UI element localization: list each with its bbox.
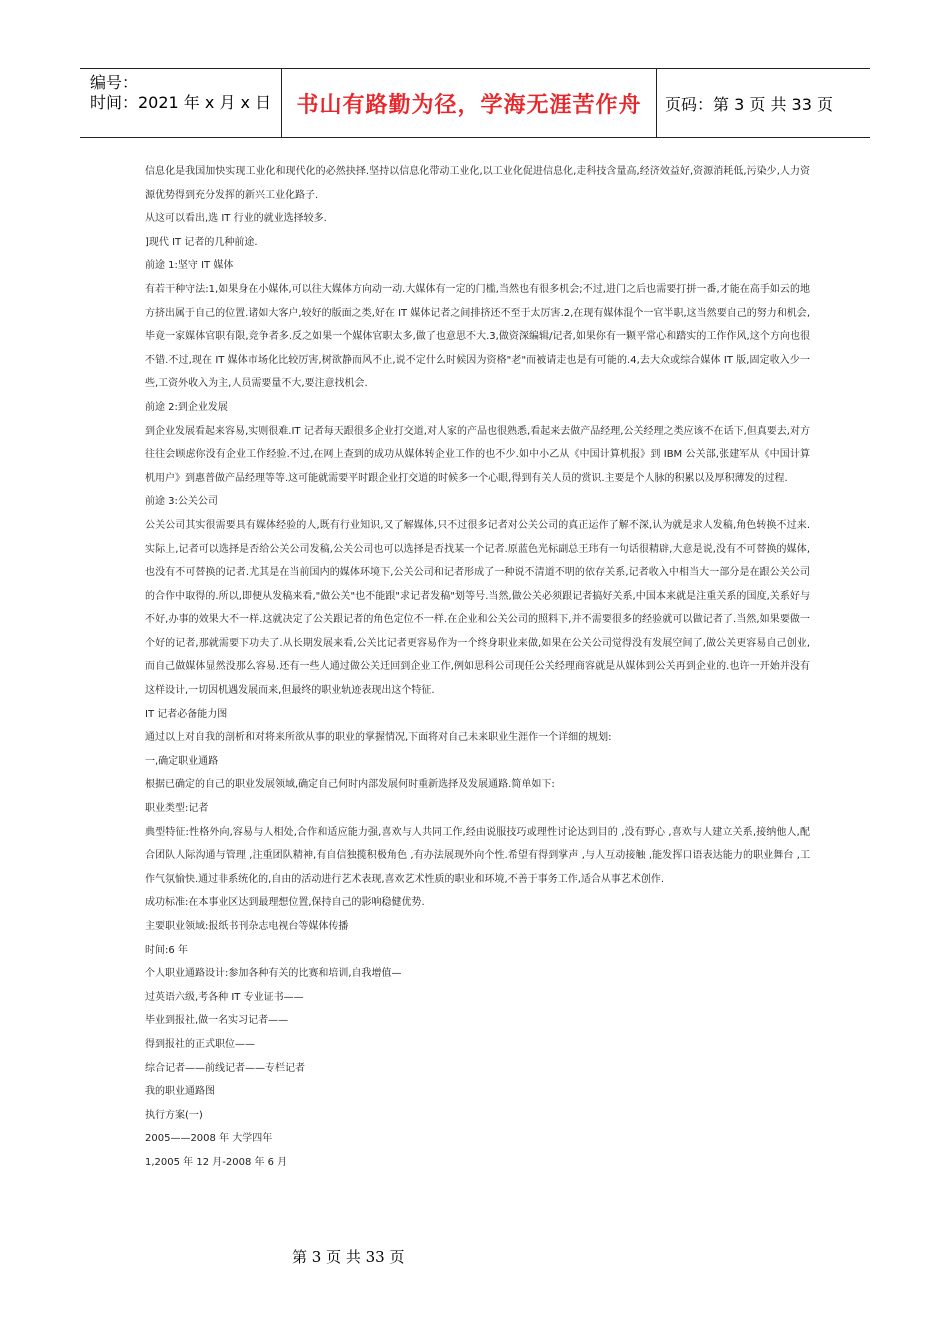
body-paragraph: 信息化是我国加快实现工业化和现代化的必然抉择.坚持以信息化带动工业化,以工业化促进信息化,走科技含量高,经济效益好,资源消耗低,污染少,人力资源优势得到充分发挥的新兴工业化路子. — [145, 166, 811, 201]
page-footer: 第 3 页 共 33 页 — [292, 1248, 405, 1266]
body-paragraph: 公关公司其实很需要具有媒体经验的人,既有行业知识,又了解媒体,只不过很多记者对公关公司的真正运作了解不深,认为就是求人发稿,角色转换不过来.实际上,记者可以选择是否给公关公司发稿,公关公司也可以选择是否找某一个记者.原蓝色光标副总王玮有一句话很精辟,大意是说,没有不可替换的媒体,也没有不可替换的记者.尤其是在当前国内的媒体环境下,公关公司和记者形成了一种说不清道不明的依存关系,记者收入中相当大一部分是在跟公关公司的合作中取得的.所以,即便从发稿来看,"做公关"也不能跟"求记者发稿"划等号.当然,做公关必须跟记者搞好关系,中国本来就是注重关系的国度,关系好与不好,办事的效果大不一样.这就决定了公关跟记者的角色定位不一样.在企业和公关公司的照料下,并不需要很多的经验就可以做记者了.当然,如果要做一个好的记者,那就需要下功夫了.从长期发展来看,公关比记者更容易作为一个终身职业来做,如果在公关公司觉得没有发展空间了,做公关更容易自己创业,而自己做媒体显然没那么容易.还有一些人通过做公关迁回到企业工作,例如思科公司现任公关经理商容就是从媒体到公关再到企业的.也许一开始并没有这样设计,一切因机遇发展而来,但最终的职业轨迹表现出这个特征. — [145, 519, 810, 697]
body-paragraph: 有若干种守法:1,如果身在小媒体,可以往大媒体方向动一动.大媒体有一定的门槛,当然也有很多机会;不过,进门之后也需要打拼一番,才能在高手如云的地方挤出属于自己的位置.诸如大客户,较好的版面之类,好在 IT 媒体记者之间排挤还不至于太厉害.2,在现有媒体混个一官半职,这当然要自己的努力和机会,毕竟一家媒体官职有限,竞争者多.反之如果一个媒体官职太多,做了也意思不大.3,做资深编辑/记者,如果你有一颗平常心和踏实的工作作风,这个方向也很不错.不过,现在 IT 媒体市场化比较厉害,树欲静而风不止,说不定什么时候因为资格"老"而被请走也是有可能的.4,去大众或综合媒体 IT 版,固定收入少一些,工资外收入为主,人员需要量不大,要注意找机会. — [145, 283, 810, 390]
body-paragraph: 典型特征:性格外向,容易与人相处,合作和适应能力强,喜欢与人共同工作,经由说服技巧或理性讨论达到目的 ,没有野心 ,喜欢与人建立关系,接纳他人,配合团队人际沟通与管理 ,注重团队精神,有自信独揽积极角色 ,有办法展现外向个性.希望有得到掌声 ,与人互动接触 ,能发挥口语表达能力的职业舞台 ,工作气氛愉快.通过非系统化的,自由的活动进行艺术表现,喜欢艺术性质的职业和环境,不善于事务工作,适合从事艺术创作. — [145, 826, 810, 885]
body-paragraph: 主要职业领域:报纸书刊杂志电视台等媒体传播 — [145, 921, 349, 932]
body-paragraph: 通过以上对自我的剖析和对将来所欲从事的职业的掌握情况,下面将对自己未来职业生涯作一个详细的规划: — [145, 732, 612, 744]
body-paragraph: 个人职业通路设计:参加各种有关的比赛和培训,自我增值— — [145, 968, 402, 980]
number-label: 编号： — [90, 73, 139, 92]
body-paragraph: 时间:6 年 — [145, 944, 188, 956]
body-paragraph: ]现代 IT 记者的几种前途. — [145, 236, 258, 248]
body-paragraph: 综合记者——前线记者——专栏记者 — [145, 1062, 305, 1074]
body-paragraph: 从这可以看出,选 IT 行业的就业选择较多. — [145, 213, 327, 225]
body-paragraph: 根据已确定的自己的职业发展领域,确定自己何时内部发展何时重新选择及发展通路.简单如下: — [145, 779, 555, 791]
section-heading: 前途 3:公关公司 — [145, 496, 218, 508]
body-paragraph: 执行方案(一) — [145, 1109, 203, 1121]
section-heading: 前途 2:到企业发展 — [145, 401, 228, 413]
page-header — [80, 68, 870, 138]
body-paragraph: 2005——2008 年 大学四年 — [145, 1133, 273, 1145]
section-heading: 一,确定职业通路 — [145, 755, 219, 767]
body-paragraph: 到企业发展看起来容易,实则很难.IT 记者每天跟很多企业打交道,对人家的产品也很熟悉,看起来去做产品经理,公关经理之类应该不在话下,但真要去,对方往往会顾虑你没有企业工作经验.不过,在网上查到的成功从媒体转企业工作的也不少.如中小乙从《中国计算机报》到 IBM 公关部,张建军从《中国计算机用户》到惠普做产品经理等等.这可能就需要平时跟企业打交道的时候多一个心眼,得到有关人员的赏识.主要是个人脉的积累以及厚积薄发的过程. — [145, 425, 810, 484]
date-label: 时间：2021 年 x 月 x 日 — [90, 93, 272, 112]
section-heading: 前途 1:坚守 IT 媒体 — [145, 260, 234, 272]
body-paragraph: 1,2005 年 12 月-2008 年 6 月 — [145, 1156, 288, 1168]
body-paragraph: 成功标准:在本事业区达到最理想位置,保持自己的影响稳健优势. — [145, 897, 425, 909]
header-page-info: 页码：第 3 页 共 33 页 — [665, 94, 833, 114]
section-heading: IT 记者必备能力图 — [145, 708, 228, 720]
body-paragraph: 职业类型:记者 — [145, 803, 209, 815]
header-meta — [80, 69, 282, 137]
header-motto: 书山有路勤为径，学海无涯苦作舟 — [282, 69, 657, 137]
body-paragraph: 毕业到报社,做一名实习记者—— — [145, 1015, 289, 1027]
body-paragraph: 过英语六级,考各种 IT 专业证书—— — [145, 991, 304, 1003]
document-body — [145, 160, 810, 1175]
body-paragraph: 得到报社的正式职位—— — [145, 1038, 255, 1050]
body-paragraph: 我的职业通路图 — [145, 1086, 215, 1098]
